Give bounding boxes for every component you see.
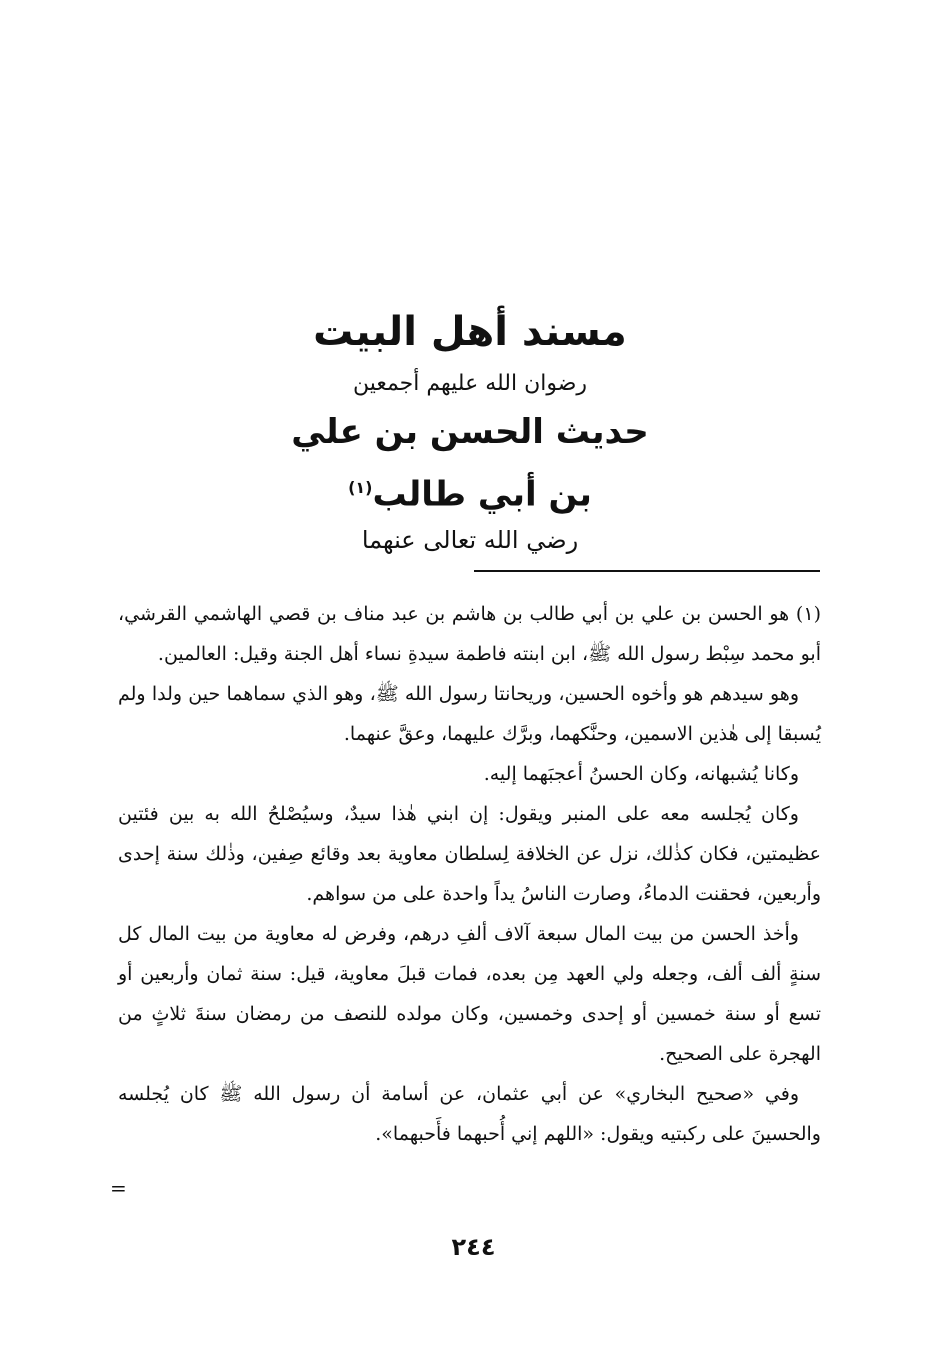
hadith-title [270,404,670,522]
chapter-heading [270,300,670,558]
footnotes-body [118,594,821,1154]
page-number: ٢٤٤ [451,1233,496,1261]
footnote-paragraph-1: (١) هو الحسن بن علي بن أبي طالب بن هاشم بن عبد مناف بن قصي الهاشمي القرشي، أبو محمد سِبْط رسول الله ﷺ، ابن ابنته فاطمة سيدةِ نساء أهل الجنة وقيل: العالمين. [118,603,821,665]
footnote-paragraph-2: وهو سيدهم هو وأخوه الحسين، وريحانتا رسول الله ﷺ، وهو الذي سماهما حين ولدا ولم يُسبقا إلى هٰذين الاسمين، وحنَّكهما، وبرَّك عليهما، وعقَّ عنهما. [118,683,821,745]
continuation-mark: = [110,1176,127,1200]
main-title: مسند أهل البيت [313,309,627,355]
sub-title: رضوان الله عليهم أجمعين [352,371,588,396]
footnote-paragraph-5: وأخذ الحسن من بيت المال سبعة آلاف ألفِ درهم، وفرض له معاوية من بيت المال كل سنةٍ ألف ألف، وجعله ولي العهد مِن بعده، فمات قبلَ معاوية، قيل: سنة ثمان وأربعين أو تسع أو سنة خمسين أو إحدى وخمسين، وكان مولده للنصف من رمضان سنةَ ثلاثٍ من الهجرة على الصحيح. [118,923,822,1065]
footnote-paragraph-6: وفي «صحيح البخاري» عن أبي عثمان، عن أسامة أن رسول الله ﷺ كان يُجلسه والحسينَ على ركبتيه ويقول: «اللهم إني أُحبهما فأَحبهما». [118,1083,821,1145]
hadith-title-text: حديث الحسن بن علي بن أبي طالب [291,412,649,515]
blessing-line: رضي الله تعالى عنهما [361,526,579,555]
footnote-paragraph-4: وكان يُجلسه معه على المنبر ويقول: إن ابني هٰذا سيدٌ، وسيُصْلحُ الله به بين فئتين عظيمتين، فكان كذٰلك، نزل عن الخلافة لِسلطان معاوية بعد وقائع صِفين، وذٰلك سنة إحدى وأربعين، فحقنت الدماءُ، وصارت الناسُ يداً واحدة على من سواهم. [118,803,821,905]
footnote-paragraph-3: وكانا يُشبهانه، وكان الحسنُ أعجبَهما إليه. [483,763,799,785]
footnote-separator [474,570,820,572]
footnote-marker: (١) [348,478,373,497]
